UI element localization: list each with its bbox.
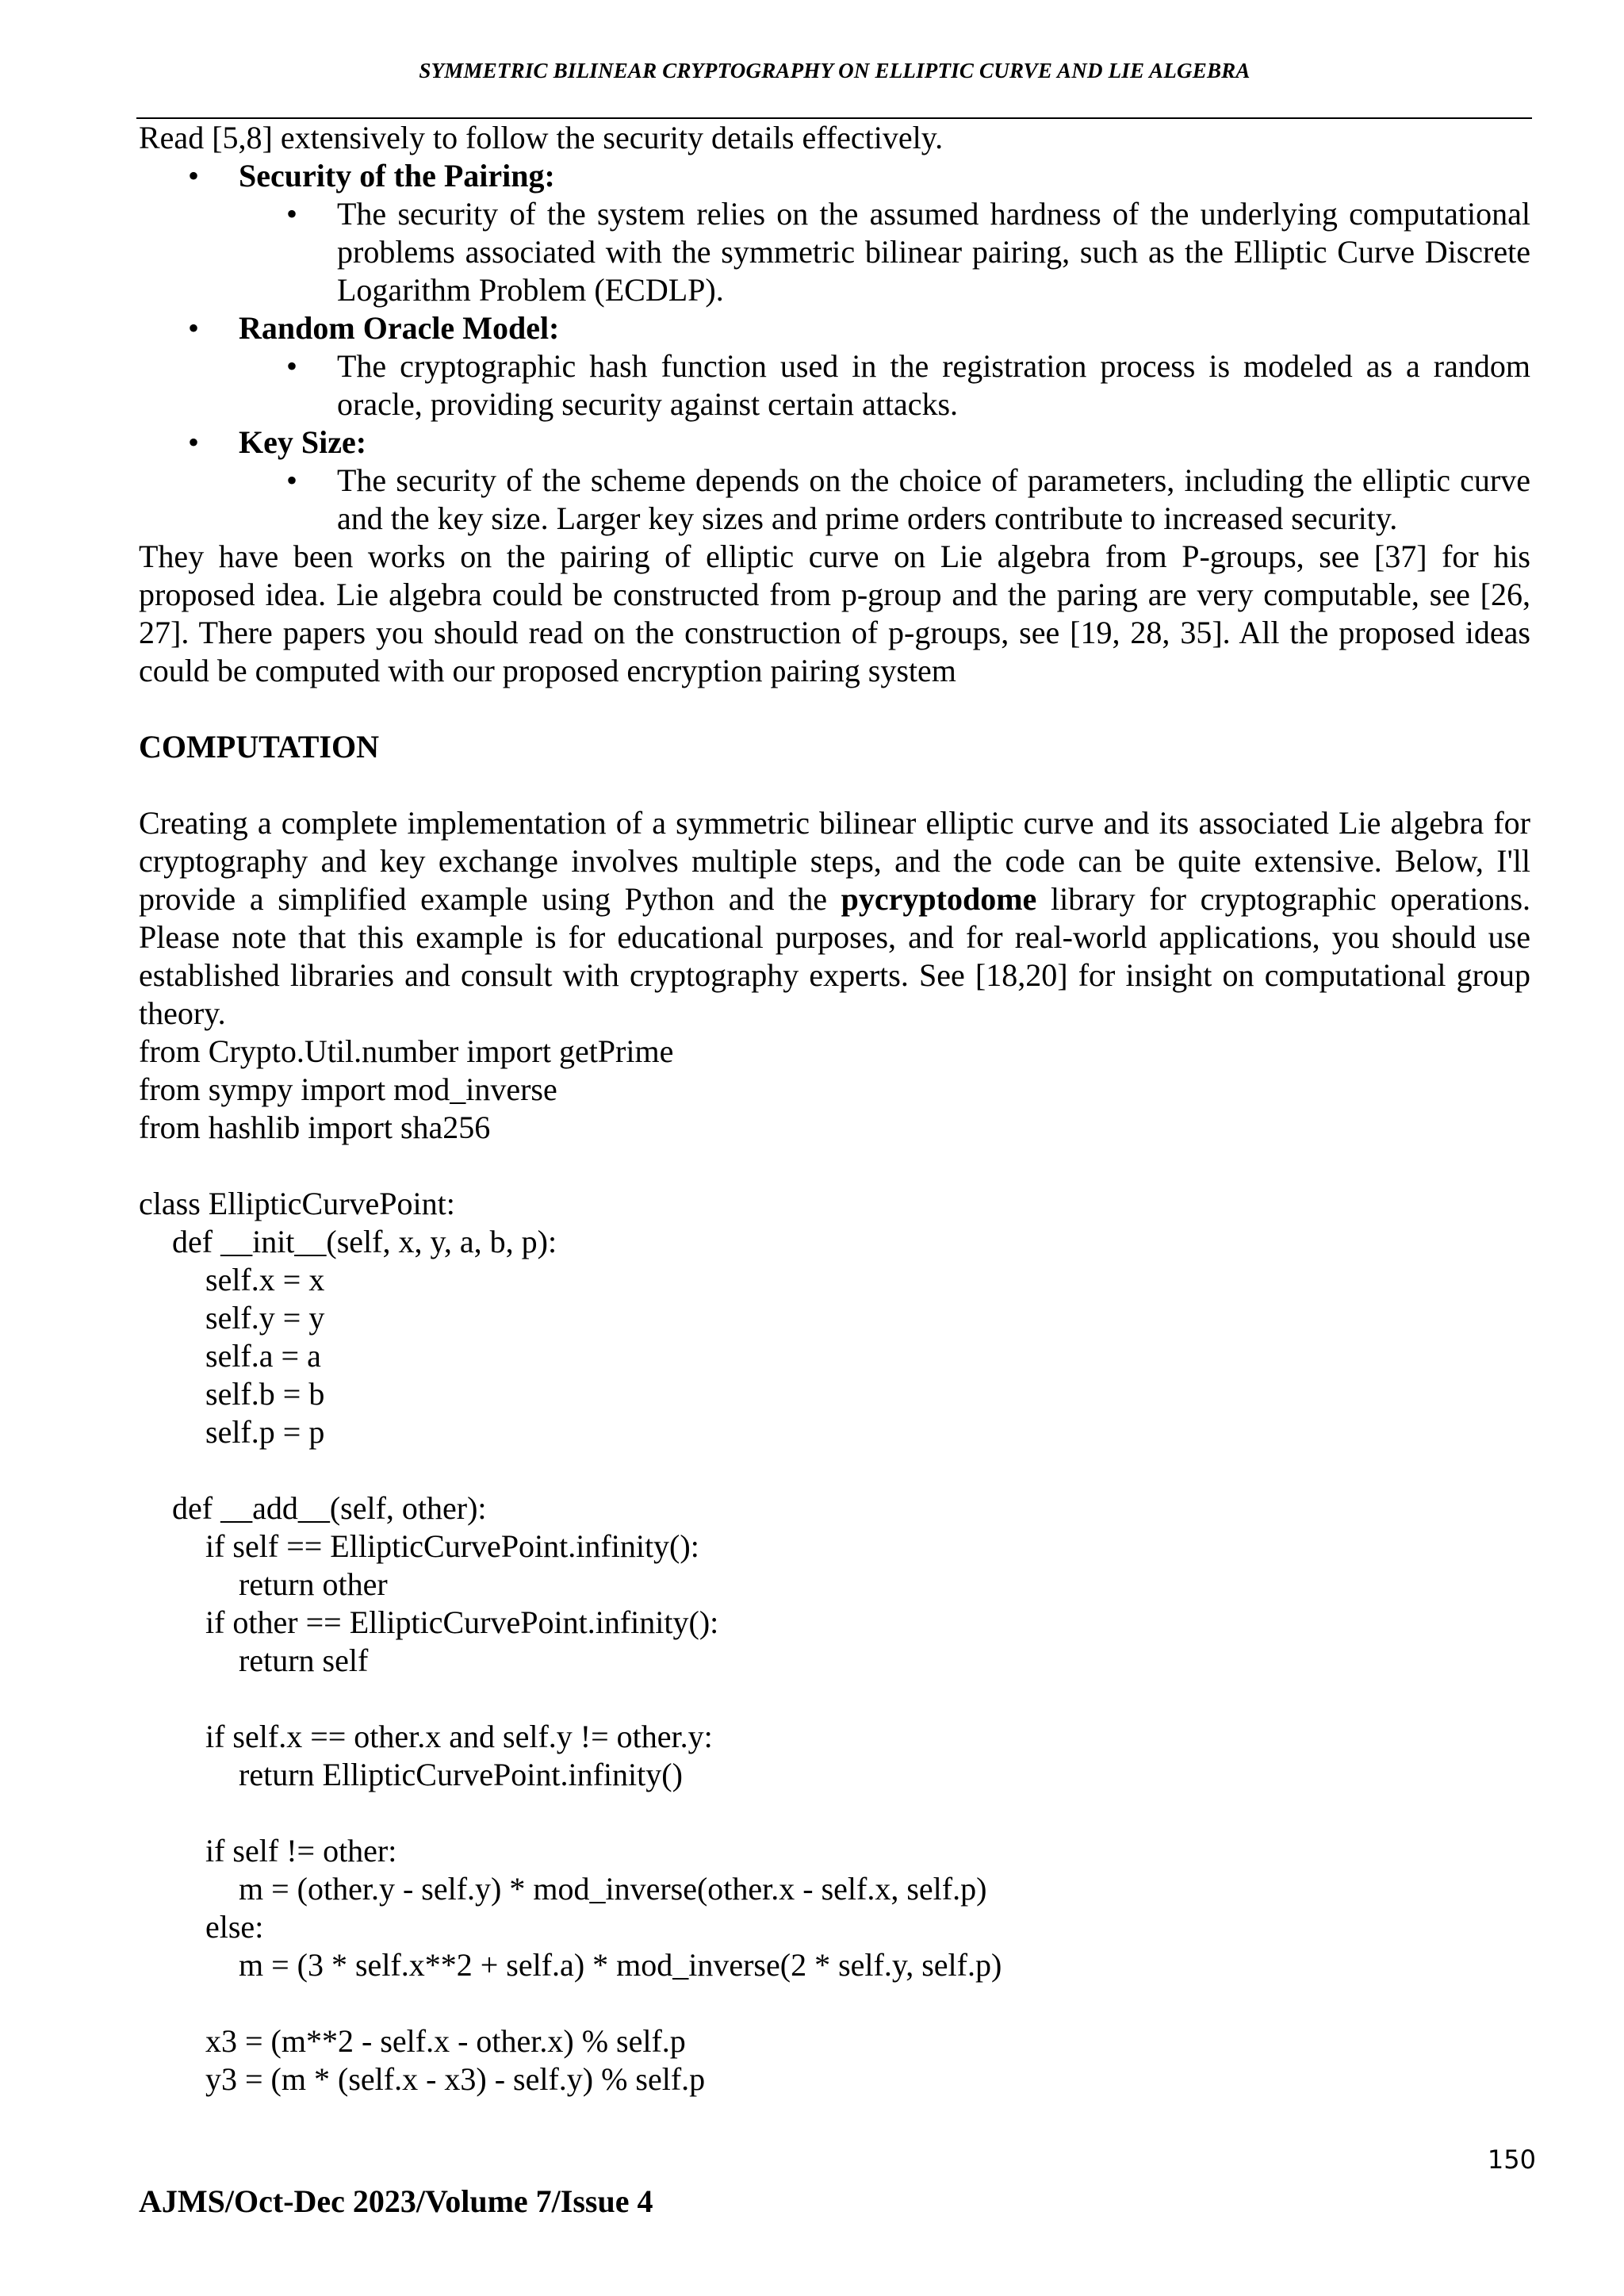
code-line: return EllipticCurvePoint.infinity() xyxy=(239,1757,683,1792)
library-name: pycryptodome xyxy=(841,881,1037,917)
computation-text-after: library for cryptographic operations. Please note that this example is for educational purposes, and for real-world applications, you should use established libraries and consult with cryptography experts. See [18,20] for insight on computational group theory. xyxy=(139,881,1531,1031)
code-line: self.b = b xyxy=(205,1376,325,1412)
spacer xyxy=(139,1147,1530,1185)
code-line: class EllipticCurvePoint: xyxy=(139,1186,455,1221)
lie-algebra-paragraph: They have been works on the pairing of elliptic curve on Lie algebra from P-groups, see [37] for his proposed idea. Lie algebra could be constructed from p-group and the paring are very computable, see [26, 27]. There papers you should read on the construction of p-groups, see [19, 28, 35]. All the proposed ideas could be computed with our proposed encryption pairing system xyxy=(139,539,1530,688)
spacer xyxy=(139,1451,1530,1489)
spacer xyxy=(139,690,1530,728)
security-item-title: • Security of the Pairing: xyxy=(139,157,1530,195)
section-heading: COMPUTATION xyxy=(139,729,379,765)
code-line: m = (other.y - self.y) * mod_inverse(other.x - self.x, self.p) xyxy=(239,1871,987,1907)
code-line: self.p = p xyxy=(205,1414,325,1450)
code-line: def __init__(self, x, y, a, b, p): xyxy=(172,1224,557,1259)
security-item-title: • Key Size: xyxy=(139,424,1530,462)
intro-line: Read [5,8] extensively to follow the security details effectively. xyxy=(139,120,944,155)
code-line: from Crypto.Util.number import getPrime xyxy=(139,1033,674,1069)
spacer xyxy=(139,766,1530,804)
spacer xyxy=(139,1680,1530,1718)
page-body xyxy=(139,119,1530,2099)
code-line: x3 = (m**2 - self.x - other.x) % self.p xyxy=(205,2023,686,2059)
page-number: 150 xyxy=(1487,2145,1536,2175)
code-line: else: xyxy=(205,1909,264,1945)
code-line: if self == EllipticCurvePoint.infinity(): xyxy=(205,1528,699,1564)
computation-paragraph xyxy=(139,804,1530,1033)
security-item-detail: • The security of the system relies on the assumed hardness of the underlying computational problems associated with the symmetric bilinear pairing, such as the Elliptic Curve Discrete Logarithm Problem (ECDLP). xyxy=(139,195,1530,309)
code-line: m = (3 * self.x**2 + self.a) * mod_inverse(2 * self.y, self.p) xyxy=(239,1947,1002,1983)
code-line: if self.x == other.x and self.y != other.y: xyxy=(205,1719,713,1754)
code-line: def __add__(self, other): xyxy=(172,1490,487,1526)
code-line: return other xyxy=(239,1566,388,1602)
security-list xyxy=(139,157,1530,538)
journal-footer: AJMS/Oct-Dec 2023/Volume 7/Issue 4 xyxy=(139,2183,653,2219)
code-line: if self != other: xyxy=(205,1833,397,1869)
spacer xyxy=(139,1794,1530,1832)
code-line: from hashlib import sha256 xyxy=(139,1110,491,1145)
security-item-detail: • The security of the scheme depends on the choice of parameters, including the elliptic curve and the key size. Larger key sizes and prime orders contribute to increased security. xyxy=(139,462,1530,538)
security-item-detail: • The cryptographic hash function used in the registration process is modeled as a random oracle, providing security against certain attacks. xyxy=(139,347,1530,424)
code-line: y3 = (m * (self.x - x3) - self.y) % self.p xyxy=(205,2061,706,2097)
code-line: self.y = y xyxy=(205,1300,325,1336)
computation-text-before: Creating a complete implementation of a symmetric bilinear elliptic curve and its associated Lie algebra for cryptography and key exchange involves multiple steps, and the code can be quite extensive. Below, I'll provide a simplified example using Python and the xyxy=(139,805,1530,917)
code-line: self.x = x xyxy=(205,1262,325,1297)
code-listing xyxy=(139,1033,1530,2099)
code-line: if other == EllipticCurvePoint.infinity(): xyxy=(205,1604,719,1640)
spacer xyxy=(139,1984,1530,2022)
code-line: self.a = a xyxy=(205,1338,321,1374)
running-header-title: SYMMETRIC BILINEAR CRYPTOGRAPHY ON ELLIPTIC CURVE AND LIE ALGEBRA xyxy=(419,59,1251,82)
security-item-title: • Random Oracle Model: xyxy=(139,309,1530,347)
code-line: return self xyxy=(239,1642,369,1678)
code-line: from sympy import mod_inverse xyxy=(139,1071,557,1107)
